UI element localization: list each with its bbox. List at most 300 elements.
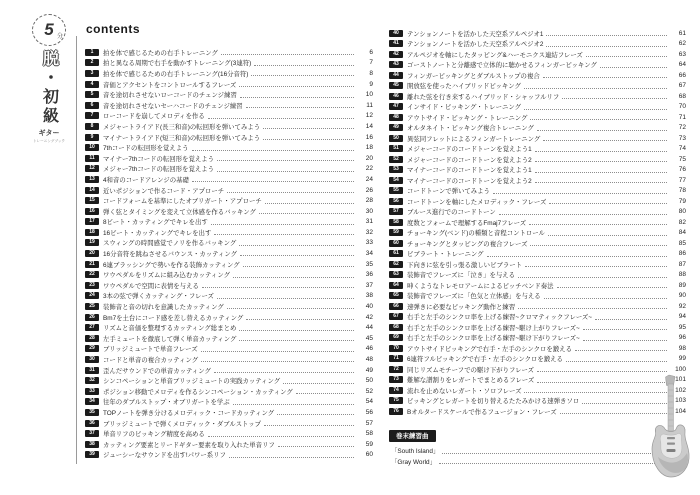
item-label: ビブラート・トレーニング: [407, 251, 484, 259]
badge-number: 5: [44, 20, 54, 39]
dotted-leader: [265, 197, 354, 204]
dotted-leader: [263, 133, 354, 140]
item-page-number: 100: [675, 365, 686, 373]
toc-item: [389, 217, 686, 228]
dotted-leader: [259, 207, 354, 214]
item-label: テンションノートを活かした天空系アルペジオ2: [407, 41, 544, 49]
item-label: オルタネイト・ピッキング複合トレーニング: [407, 125, 534, 133]
dotted-leader: [233, 271, 354, 278]
toc-item: [85, 89, 373, 100]
item-label: アウトサイド・ピッキング・トレーニング: [407, 114, 528, 122]
dotted-leader: [595, 313, 667, 320]
toc-item: [389, 123, 686, 134]
dotted-leader: [586, 50, 667, 57]
item-page-number: 63: [678, 50, 686, 58]
item-number-badge: 41: [389, 40, 403, 47]
item-page-number: 44: [365, 324, 373, 332]
item-number-badge: 69: [389, 334, 403, 341]
item-page-number: 52: [365, 387, 373, 395]
item-page-number: 80: [678, 208, 686, 216]
toc-item: [389, 364, 686, 375]
item-label: 歪んだサウンドでの単音カッティング: [103, 367, 211, 375]
item-page-number: 77: [678, 176, 686, 184]
item-label: コードと単音の複合カッティング: [103, 357, 199, 365]
item-page-number: 98: [678, 344, 686, 352]
item-page-number: 76: [678, 166, 686, 174]
item-number-badge: 56: [389, 198, 403, 205]
toc-item: [389, 238, 686, 249]
item-number-badge: 1: [85, 49, 99, 56]
item-number-badge: 62: [389, 261, 403, 268]
item-page-number: 40: [365, 303, 373, 311]
dotted-leader: [192, 144, 354, 151]
toc-item: [389, 259, 686, 270]
item-label: 開放弦を使ったハイブリッドピッキング: [407, 83, 521, 91]
toc-item: [389, 207, 686, 218]
toc-item: [389, 60, 686, 71]
toc-item: [389, 301, 686, 312]
item-page-number: 28: [365, 197, 373, 205]
item-page-number: 31: [365, 218, 373, 226]
dotted-leader: [600, 61, 667, 68]
item-label: チョーキング(ベンド)の種類と音程コントロール: [407, 230, 545, 238]
item-page-number: 84: [678, 229, 686, 237]
dotted-leader: [525, 260, 667, 267]
toc-item: [85, 227, 373, 238]
item-label: メジャーコードのコードトーンを覚えよう1: [407, 146, 532, 154]
item-label: マイナートライアド(短三和音)の転回形を弾いてみよう: [103, 134, 261, 142]
item-number-badge: 19: [85, 239, 99, 246]
toc-item: [389, 343, 686, 354]
toc-item: [85, 407, 373, 418]
item-number-badge: 35: [85, 409, 99, 416]
item-number-badge: 20: [85, 250, 99, 257]
item-label: マイナーコードのコードトーンを覚えよう1: [407, 167, 532, 175]
item-page-number: 95: [678, 323, 686, 331]
item-page-number: 89: [678, 281, 686, 289]
item-number-badge: 8: [85, 123, 99, 130]
item-number-badge: 15: [85, 197, 99, 204]
toc-item: [85, 217, 373, 228]
dotted-leader: [530, 239, 667, 246]
item-page-number: 60: [365, 451, 373, 459]
item-page-number: 35: [365, 260, 373, 268]
item-label: 離れた弦を行き来するハイブリッド・シャッフルリフ: [407, 93, 560, 101]
item-page-number: 6: [369, 48, 373, 56]
toc-item: [85, 450, 373, 461]
dotted-leader: [239, 80, 354, 87]
item-label: アルペジオを軸にしたタッピング&ハーモニクス連結フレーズ: [407, 51, 583, 59]
dotted-leader: [487, 250, 667, 257]
appendix-section-header: 巻末練習曲: [389, 430, 436, 442]
item-page-number: 49: [365, 366, 373, 374]
toc-item: [389, 291, 686, 302]
dotted-leader: [548, 229, 667, 236]
item-page-number: 72: [678, 124, 686, 132]
toc-item: [389, 196, 686, 207]
toc-item: [85, 312, 373, 323]
dotted-leader: [217, 154, 354, 161]
item-label: 難解な譜割りをレガートでまとめるフレーズ: [407, 377, 535, 385]
dotted-leader: [277, 409, 354, 416]
item-label: テンションノートを活かした天空系アルペジオ1: [407, 30, 544, 38]
item-number-badge: 39: [85, 451, 99, 458]
dotted-leader: [583, 334, 667, 341]
item-label: 同じリズムモチーフでの駆け下がりフレーズ: [407, 366, 534, 374]
minutes-badge: [32, 14, 66, 46]
dotted-leader: [562, 92, 667, 99]
toc-item: [85, 185, 373, 196]
toc-item: [85, 111, 373, 122]
dotted-leader: [549, 197, 667, 204]
toc-item: [85, 68, 373, 79]
dotted-leader: [524, 103, 667, 110]
item-number-badge: 4: [85, 81, 99, 88]
dotted-leader: [283, 377, 354, 384]
item-page-number: 79: [678, 197, 686, 205]
dotted-leader: [530, 113, 667, 120]
dotted-leader: [535, 155, 667, 162]
item-label: 異弦同フレットによるフィンガートレーニング: [407, 135, 541, 143]
item-page-number: 20: [365, 154, 373, 162]
dotted-leader: [537, 124, 667, 131]
item-page-number: 87: [678, 260, 686, 268]
item-number-badge: 70: [389, 345, 403, 352]
dotted-leader: [217, 292, 354, 299]
item-number-badge: 44: [389, 72, 403, 79]
item-page-number: 48: [365, 356, 373, 364]
page-title: contents: [86, 22, 141, 36]
item-label: カッティング要素とリードギター要素を取り入れた単音リフ: [103, 441, 275, 449]
item-number-badge: 22: [85, 271, 99, 278]
item-label: 右手と左手のシンクロ率を上げる練習~駆け下がりフレーズ~: [407, 335, 580, 343]
item-page-number: 62: [678, 40, 686, 48]
toc-item: [389, 91, 686, 102]
item-label: フィンガーピッキングとダブルストップの複合: [407, 72, 540, 80]
item-label: コードトーンを軸にしたメロディック・フレーズ: [407, 198, 547, 206]
item-page-number: 33: [365, 239, 373, 247]
book-title-vertical: [38, 50, 61, 126]
toc-item: [85, 206, 373, 217]
dotted-leader: [192, 176, 354, 183]
dotted-leader: [535, 176, 667, 183]
item-page-number: 42: [365, 313, 373, 321]
item-page-number: 45: [365, 334, 373, 342]
item-label: 往年のダブルストップ・オブリガートを学ぶ: [103, 399, 230, 407]
item-label: ワウペダルをリズムに組み込むカッティング: [103, 272, 230, 280]
item-page-number: 57: [365, 419, 373, 427]
toc-item: [85, 354, 373, 365]
item-label: シンコペーションと単音ブリッジミュートの実践カッティング: [103, 378, 281, 386]
toc-item: [85, 153, 373, 164]
dotted-leader: [518, 302, 667, 309]
item-label: マイナーコードのコードトーンを覚えよう2: [407, 177, 532, 185]
item-page-number: 82: [678, 218, 686, 226]
electric-guitar-image: [648, 373, 694, 485]
toc-item: [389, 396, 686, 407]
item-label: コードトーンで弾いてみよう: [407, 188, 490, 196]
item-number-badge: 33: [85, 388, 99, 395]
item-number-badge: 2: [85, 59, 99, 66]
item-number-badge: 13: [85, 176, 99, 183]
item-label: コードフォームを基準にしたオブリガート・アプローチ: [103, 198, 262, 206]
item-number-badge: 9: [85, 134, 99, 141]
dotted-leader: [227, 186, 354, 193]
item-label: 16ビート・カッティングでキレを出す: [103, 229, 212, 237]
item-label: Bオルタードスケールで作るフュージョン・フレーズ: [407, 408, 557, 416]
item-label: メジャー7thコードの転回形を覚えよう: [103, 166, 215, 174]
book-title-rest: ・初級: [40, 69, 58, 126]
item-label: 右手と左手のシンクロ率を上げる練習~駆け上がりフレーズ~: [407, 324, 580, 332]
toc-item: [389, 228, 686, 239]
item-label: 4和音のコードアレンジの基礎: [103, 176, 189, 184]
dotted-leader: [214, 228, 354, 235]
dotted-leader: [246, 313, 354, 320]
dotted-leader: [211, 218, 354, 225]
item-number-badge: 47: [389, 103, 403, 110]
toc-item: [389, 49, 686, 60]
dotted-leader: [544, 292, 667, 299]
toc-item: [389, 456, 686, 467]
dotted-leader: [524, 386, 667, 393]
dotted-leader: [243, 260, 354, 267]
item-number-badge: 52: [389, 156, 403, 163]
item-label: 速弾きに必要なピッキング動作と練習: [407, 303, 516, 311]
item-page-number: 104: [675, 407, 686, 415]
item-number-badge: 65: [389, 292, 403, 299]
item-label: 6連符フルピッキングで右手・左手のシンクロを鍛える: [407, 356, 563, 364]
toc-item: [389, 28, 686, 39]
dotted-leader: [557, 281, 667, 288]
item-label: ブリッジミュートで弾くメロディック・ダブルストップ: [103, 420, 261, 428]
book-title-outlined-char: 脱: [40, 50, 58, 69]
item-number-badge: 36: [85, 420, 99, 427]
item-page-number: 78: [678, 187, 686, 195]
dotted-leader: [240, 250, 354, 257]
toc-item: [85, 397, 373, 408]
dotted-leader: [201, 345, 354, 352]
item-label: 「South Island」: [391, 448, 440, 456]
item-number-badge: 60: [389, 240, 403, 247]
item-number-badge: 59: [389, 229, 403, 236]
item-page-number: 101: [675, 376, 686, 384]
item-number-badge: 58: [389, 219, 403, 226]
dotted-leader: [529, 218, 667, 225]
item-number-badge: 38: [85, 441, 99, 448]
toc-item: [389, 249, 686, 260]
item-page-number: 92: [678, 302, 686, 310]
item-page-number: 64: [678, 61, 686, 69]
item-label: 音を途切れさせないローコードのチェンジ練習: [103, 92, 237, 100]
item-page-number: 22: [365, 165, 373, 173]
toc-item: [389, 354, 686, 365]
item-page-number: 11: [366, 101, 373, 109]
toc-item: [389, 312, 686, 323]
item-number-badge: 23: [85, 282, 99, 289]
dotted-leader: [239, 334, 354, 341]
item-number-badge: 74: [389, 387, 403, 394]
item-number-badge: 32: [85, 377, 99, 384]
item-number-badge: 66: [389, 303, 403, 310]
item-number-badge: 51: [389, 145, 403, 152]
dotted-leader: [583, 323, 667, 330]
item-number-badge: 34: [85, 398, 99, 405]
dotted-leader: [442, 447, 667, 454]
toc-item: [389, 385, 686, 396]
item-number-badge: 73: [389, 376, 403, 383]
item-label: 度数とフォームで理解するFmaj7フレーズ: [407, 219, 527, 227]
item-number-badge: 57: [389, 208, 403, 215]
item-page-number: 32: [365, 228, 373, 236]
toc-item: [85, 100, 373, 111]
item-page-number: 10: [365, 91, 373, 99]
dotted-leader: [546, 29, 667, 36]
dotted-leader: [439, 457, 667, 464]
dotted-leader: [518, 271, 667, 278]
item-number-badge: 43: [389, 61, 403, 68]
item-number-badge: 3: [85, 70, 99, 77]
item-label: チョーキングとタッピングの複合フレーズ: [407, 240, 528, 248]
item-label: メジャーコードのコードトーンを覚えよう2: [407, 156, 532, 164]
dotted-leader: [543, 134, 667, 141]
item-page-number: 86: [678, 250, 686, 258]
item-page-number: 18: [365, 144, 373, 152]
appendix-song-list: [389, 446, 686, 467]
item-number-badge: 30: [85, 356, 99, 363]
toc-item: [85, 418, 373, 429]
item-number-badge: 68: [389, 324, 403, 331]
toc-item: [85, 132, 373, 143]
toc-item: [389, 446, 686, 457]
toc-item: [85, 386, 373, 397]
dotted-leader: [278, 440, 354, 447]
item-page-number: 34: [365, 250, 373, 258]
item-label: 近いポジションで作るコード・アプローチ: [103, 187, 225, 195]
item-number-badge: 53: [389, 166, 403, 173]
toc-item: [85, 291, 373, 302]
toc-item: [389, 154, 686, 165]
toc-item: [85, 301, 373, 312]
item-label: 装飾音でフレーズに「色気と立体感」を与える: [407, 293, 541, 301]
dotted-leader: [546, 40, 667, 47]
toc-item: [85, 259, 373, 270]
item-label: 6連ブラッシングで勢いを作る装飾カッティング: [103, 261, 240, 269]
toc-item: [85, 439, 373, 450]
toc-item: [85, 195, 373, 206]
item-number-badge: 67: [389, 313, 403, 320]
item-page-number: 103: [675, 397, 686, 405]
toc-column-right: [389, 28, 686, 467]
item-page-number: 94: [678, 313, 686, 321]
item-label: ローコードを崩してメロディを作る: [103, 113, 205, 121]
item-page-number: 59: [365, 440, 373, 448]
toc-item: [85, 280, 373, 291]
item-page-number: 12: [365, 112, 373, 120]
dotted-leader: [566, 355, 667, 362]
item-label: 音価とアクセントをコントロールするフレーズ: [103, 81, 237, 89]
item-page-number: 102: [675, 386, 686, 394]
toc-item: [389, 81, 686, 92]
dotted-leader: [208, 112, 354, 119]
item-number-badge: 11: [85, 155, 99, 162]
item-label: 呻くようなトレモロアームによるピッチベンド奏法: [407, 282, 554, 290]
toc-item: [85, 58, 373, 69]
item-number-badge: 28: [85, 335, 99, 342]
dotted-leader: [240, 91, 354, 98]
dotted-leader: [499, 208, 667, 215]
item-number-badge: 37: [85, 430, 99, 437]
item-label: 「Gray World」: [391, 458, 436, 466]
item-label: ブリッジミュートで単音フレーズ: [103, 346, 198, 354]
item-label: 16分音符を跳ねさせるバウンス・カッティング: [103, 251, 238, 259]
item-number-badge: 31: [85, 367, 99, 374]
item-page-number: 90: [678, 292, 686, 300]
item-label: 流れを止めないレガート・ソロフレーズ: [407, 387, 522, 395]
item-number-badge: 25: [85, 303, 99, 310]
toc-item: [389, 102, 686, 113]
item-page-number: 37: [365, 281, 373, 289]
toc-item: [85, 428, 373, 439]
item-label: 7thコードの転回形を覚えよう: [103, 145, 189, 153]
dotted-leader: [524, 82, 667, 89]
item-number-badge: 71: [389, 355, 403, 362]
item-page-number: 96: [678, 334, 686, 342]
item-number-badge: 76: [389, 408, 403, 415]
item-page-number: 7: [369, 59, 373, 67]
item-label: 左手ミュートを徹底して弾く単音カッティング: [103, 335, 237, 343]
dotted-leader: [535, 145, 667, 152]
item-label: 弾く弦とタイミングを変えて立体感を作るバッキング: [103, 208, 256, 216]
item-label: 下向きに弦を引っ張る激しいビブラート: [407, 261, 523, 269]
item-number-badge: 24: [85, 292, 99, 299]
item-number-badge: 61: [389, 250, 403, 257]
toc-item: [389, 375, 686, 386]
dotted-leader: [264, 419, 354, 426]
item-page-number: 88: [678, 271, 686, 279]
item-page-number: 30: [365, 207, 373, 215]
toc-column-left: [85, 47, 373, 460]
toc-item: [389, 39, 686, 50]
badge-suffix: 分: [56, 34, 63, 40]
item-page-number: 50: [365, 377, 373, 385]
item-label: アウトサイドピッキングで右手・左手のシンクロを鍛える: [407, 345, 572, 353]
item-page-number: 54: [365, 398, 373, 406]
item-number-badge: 55: [389, 187, 403, 194]
dotted-leader: [246, 101, 354, 108]
toc-item: [389, 70, 686, 81]
toc-item: [85, 269, 373, 280]
item-page-number: 73: [678, 134, 686, 142]
item-label: ジューシーなサウンドを出す!パワー系リフ: [103, 452, 226, 460]
toc-item: [85, 174, 373, 185]
dotted-leader: [227, 303, 354, 310]
item-label: TOPノートを弾き分けるメロディック・コードカッティング: [103, 409, 275, 417]
toc-item: [389, 133, 686, 144]
item-page-number: 85: [678, 239, 686, 247]
item-number-badge: 48: [389, 114, 403, 121]
item-page-number: 58: [365, 430, 373, 438]
toc-item: [85, 47, 373, 58]
item-page-number: 36: [365, 271, 373, 279]
item-label: メジャートライアド(長三和音)の転回形を弾いてみよう: [103, 123, 261, 131]
item-number-badge: 29: [85, 345, 99, 352]
dotted-leader: [254, 59, 354, 66]
dotted-leader: [239, 324, 354, 331]
dotted-leader: [575, 344, 667, 351]
dotted-leader: [214, 366, 354, 373]
item-number-badge: 17: [85, 218, 99, 225]
item-label: ワウペダルで空間に表情を与える: [103, 282, 199, 290]
